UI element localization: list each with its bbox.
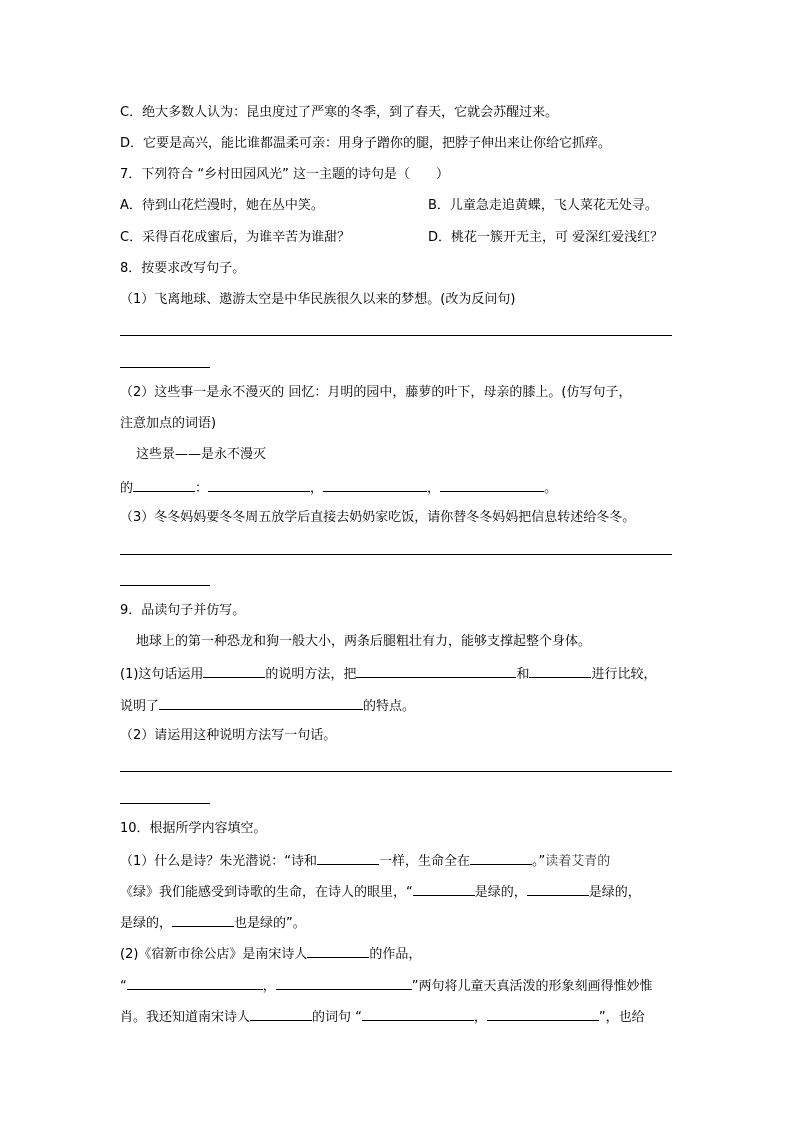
fill-blank[interactable] — [250, 1007, 312, 1021]
fill-blank[interactable] — [307, 944, 369, 958]
question-8-3: （3）冬冬妈妈要冬冬周五放学后直接去奶奶家吃饭，请你替冬冬妈妈把信息转述给冬冬。 — [120, 510, 636, 525]
fill-text: 是绿的， — [474, 885, 527, 900]
question-10-1 — [120, 851, 610, 869]
fill-blank[interactable] — [159, 696, 363, 710]
fill-blank[interactable] — [356, 664, 516, 678]
answer-line[interactable] — [120, 554, 672, 555]
fill-blank[interactable] — [203, 664, 265, 678]
fill-text: ”两句将儿童天真活泼的形象刻画得惟妙惟 — [411, 979, 653, 994]
question-9-1 — [120, 664, 656, 682]
fill-blank[interactable] — [527, 882, 589, 896]
fill-text: 一样，生命全在 — [379, 854, 471, 869]
fill-text: 的说明方法，把 — [265, 667, 357, 682]
answer-line-end[interactable] — [120, 803, 210, 804]
question-10: 10．根据所学内容填空。 — [120, 821, 267, 836]
fill-text: 也是绿的”。 — [234, 916, 306, 931]
question-10-2-cont — [120, 976, 653, 994]
option-d-q6: D．它要是高兴，能比谁都温柔可亲：用身子蹭你的腿，把脖子伸出来让你给它抓痒。 — [120, 136, 612, 151]
fill-text: 《绿》我们能感受到诗歌的生命，在诗人的眼里，“ — [120, 885, 413, 900]
fill-blank[interactable] — [470, 851, 532, 865]
question-10-2-end — [120, 1007, 645, 1025]
option-c-q7: C．采得百花成蜜后，为谁辛苦为谁甜？ — [120, 230, 351, 245]
fill-text: 的作品， — [369, 947, 422, 962]
option-d-q7: D．桃花一簇开无主，可 爱深红爱浅红？ — [428, 230, 664, 245]
question-8-1: （1）飞离地球、遨游太空是中华民族很久以来的梦想。(改为反问句) — [120, 292, 516, 307]
fill-blank[interactable] — [317, 851, 379, 865]
option-b-q7: B．儿童急走追黄蝶，飞人菜花无处寻。 — [428, 198, 658, 213]
option-c-q6: C．绝大多数人认为：昆虫度过了严寒的冬季，到了春天，它就会苏醒过来。 — [120, 105, 559, 120]
fill-blank[interactable] — [172, 913, 234, 927]
fill-blank[interactable] — [487, 1007, 599, 1021]
fill-text: “ — [120, 979, 127, 994]
question-9-sentence: 地球上的第一种恐龙和狗一般大小，两条后腿粗壮有力，能够支撑起整个身体。 — [136, 634, 592, 649]
fill-blank[interactable] — [413, 882, 475, 896]
fill-text: 读着艾青的 — [545, 854, 611, 869]
fill-text: ， — [310, 481, 324, 496]
fill-text: （1）什么是诗？朱光潜说：“诗和 — [120, 854, 318, 869]
question-9-2: （2）请运用这种说明方法写一句话。 — [120, 728, 337, 743]
fill-text: 是绿的， — [588, 885, 641, 900]
fill-text: ： — [195, 481, 209, 496]
fill-text: 是绿的， — [120, 916, 173, 931]
question-8-2-note: 注意加点的词语) — [120, 416, 217, 431]
question-9-1-cont — [120, 696, 415, 714]
fill-text: 的 — [120, 481, 134, 496]
answer-line-end[interactable] — [120, 367, 210, 368]
fill-text: ”，也给 — [598, 1010, 645, 1025]
fill-text: 肖。我还知道南宋诗人 — [120, 1010, 251, 1025]
question-8-2-fill — [120, 478, 557, 496]
fill-text: 和 — [516, 667, 530, 682]
fill-blank[interactable] — [276, 976, 412, 990]
question-7: 7．下列符合 “乡村田园风光” 这一主题的诗句是（ ） — [120, 167, 450, 182]
question-9: 9．品读句子并仿写。 — [120, 603, 246, 618]
question-8-2: （2）这些事一是永不漫灭的 回忆：月明的园中，藤萝的叶下，母亲的膝上。(仿写句子， — [120, 385, 632, 400]
fill-text: (2)《宿新市徐公店》是南宋诗人 — [120, 947, 308, 962]
fill-text: ， — [427, 481, 441, 496]
fill-blank[interactable] — [133, 478, 195, 492]
answer-line-end[interactable] — [120, 585, 210, 586]
question-8: 8．按要求改写句子。 — [120, 261, 246, 276]
fill-blank[interactable] — [440, 478, 544, 492]
question-10-1-cont — [120, 882, 641, 900]
fill-text: 。 — [544, 481, 558, 496]
fill-blank[interactable] — [362, 1007, 474, 1021]
answer-line[interactable] — [120, 335, 672, 336]
fill-text: 的特点。 — [363, 699, 416, 714]
question-10-1-end — [120, 913, 306, 931]
fill-text: 。” — [532, 854, 546, 869]
fill-text: 的词句 “ — [312, 1010, 362, 1025]
question-8-2-prompt: 这些景——是永不漫灭 — [136, 447, 267, 462]
fill-text: 说明了 — [120, 699, 160, 714]
answer-line[interactable] — [120, 771, 672, 772]
question-10-2 — [120, 944, 421, 962]
fill-text: ， — [473, 1010, 487, 1025]
fill-blank[interactable] — [208, 478, 310, 492]
fill-blank[interactable] — [127, 976, 263, 990]
fill-text: 进行比较， — [591, 667, 657, 682]
fill-blank[interactable] — [529, 664, 591, 678]
fill-text: ， — [262, 979, 276, 994]
fill-text: (1)这句话运用 — [120, 667, 204, 682]
fill-blank[interactable] — [323, 478, 427, 492]
option-a-q7: A．待到山花烂漫时，她在丛中笑。 — [120, 198, 324, 213]
